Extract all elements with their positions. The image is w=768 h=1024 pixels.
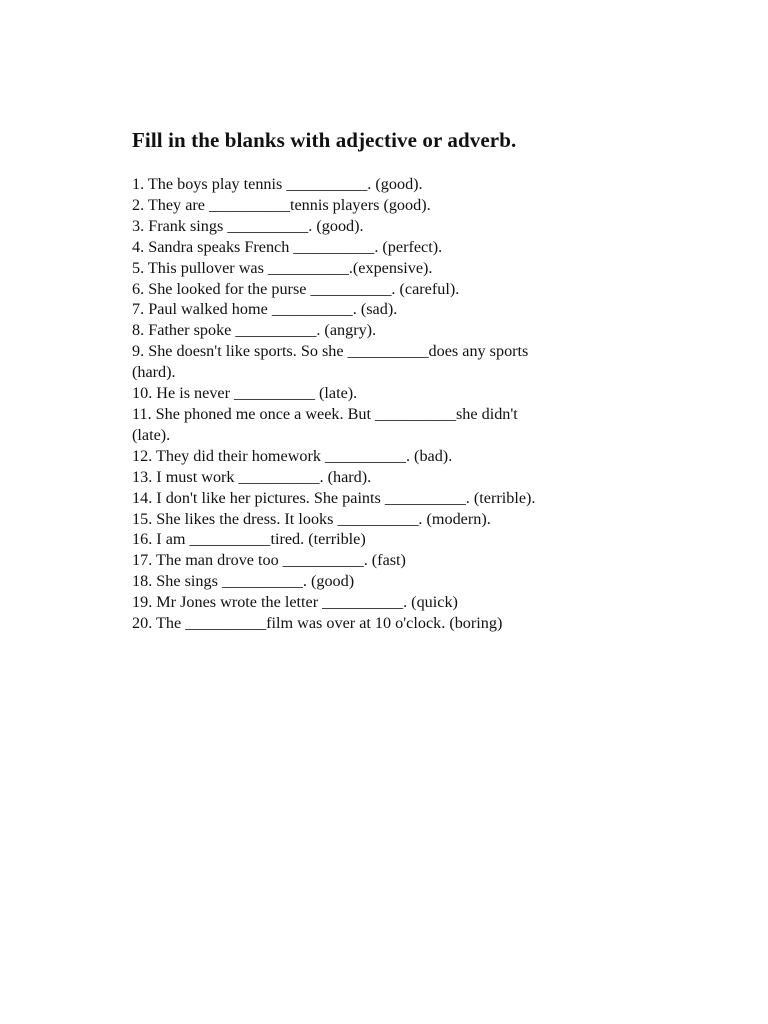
worksheet-title: Fill in the blanks with adjective or adverb. — [132, 128, 517, 152]
exercise-item-4: 4. Sandra speaks French __________. (perfect). — [132, 237, 443, 256]
exercise-item-20: 20. The __________film was over at 10 o'clock. (boring) — [132, 614, 503, 633]
exercise-item-19: 19. Mr Jones wrote the letter __________. (quick) — [132, 593, 458, 612]
exercise-item-6: 6. She looked for the purse __________. (careful). — [132, 279, 460, 298]
exercise-item-11: 11. She phoned me once a week. But __________she didn't — [132, 404, 518, 423]
exercise-item-11-continued: (late). — [132, 425, 171, 444]
exercise-item-3: 3. Frank sings __________. (good). — [132, 216, 364, 235]
exercise-item-13: 13. I must work __________. (hard). — [132, 467, 372, 486]
exercise-item-7: 7. Paul walked home __________. (sad). — [132, 300, 398, 319]
exercise-list — [132, 174, 632, 634]
exercise-item-2: 2. They are __________tennis players (good). — [132, 195, 431, 214]
exercise-item-17: 17. The man drove too __________. (fast) — [132, 551, 406, 570]
exercise-item-10: 10. He is never __________ (late). — [132, 384, 358, 403]
exercise-item-12: 12. They did their homework __________. (bad). — [132, 446, 453, 465]
exercise-item-18: 18. She sings __________. (good) — [132, 572, 355, 591]
exercise-item-15: 15. She likes the dress. It looks __________. (modern). — [132, 509, 491, 528]
exercise-item-5: 5. This pullover was __________.(expensive). — [132, 258, 433, 277]
exercise-item-14: 14. I don't like her pictures. She paints __________. (terrible). — [132, 488, 536, 507]
exercise-item-8: 8. Father spoke __________. (angry). — [132, 321, 377, 340]
exercise-item-9: 9. She doesn't like sports. So she __________does any sports — [132, 342, 529, 361]
exercise-item-16: 16. I am __________tired. (terrible) — [132, 530, 366, 549]
exercise-item-9-continued: (hard). — [132, 363, 176, 382]
exercise-item-1: 1. The boys play tennis __________. (good). — [132, 175, 423, 193]
